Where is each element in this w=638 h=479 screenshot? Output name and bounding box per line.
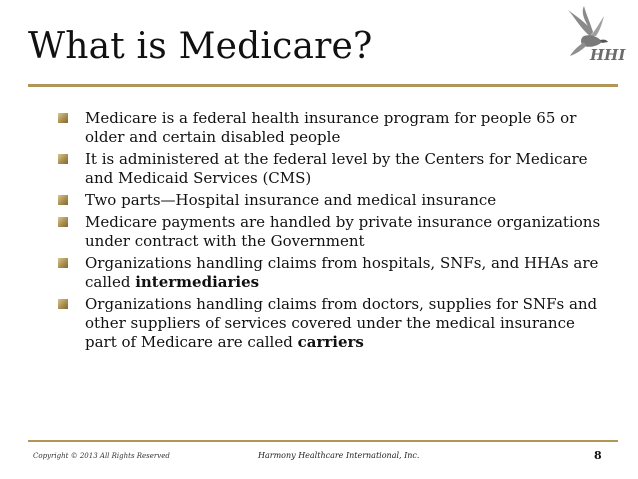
bullet-text: Medicare payments are handled by private insurance organizations under contract with the Government	[85, 213, 601, 250]
bullet-item	[58, 295, 604, 352]
bullet-bold-term: carriers	[297, 333, 364, 351]
bullet-item	[58, 213, 604, 251]
footer-company: Harmony Healthcare International, Inc.	[258, 451, 420, 460]
page-number: 8	[594, 449, 602, 462]
bullet-item	[58, 254, 604, 292]
square-bullet-icon	[58, 299, 68, 309]
slide-title: What is Medicare?	[28, 26, 373, 67]
bullet-text: Medicare is a federal health insurance program for people 65 or older and certain disabled people	[85, 109, 577, 146]
bullet-list	[58, 109, 604, 355]
bullet-item	[58, 150, 604, 188]
bullet-text: Two parts—Hospital insurance and medical insurance	[85, 191, 497, 209]
title-divider	[28, 84, 618, 87]
bullet-text: Organizations handling claims from doctors, supplies for SNFs and other suppliers of services covered under the medical insurance part of Medicare are called	[85, 295, 598, 351]
square-bullet-icon	[58, 113, 68, 123]
bullet-text: It is administered at the federal level by the Centers for Medicare and Medicaid Services (CMS)	[85, 150, 588, 187]
bullet-item	[58, 109, 604, 147]
square-bullet-icon	[58, 217, 68, 227]
bullet-item	[58, 191, 604, 210]
bullet-bold-term: intermediaries	[135, 273, 260, 291]
footer-divider	[28, 440, 618, 442]
square-bullet-icon	[58, 195, 68, 205]
logo-text: HHI	[590, 46, 626, 64]
footer-copyright: Copyright © 2013 All Rights Reserved	[33, 452, 170, 460]
dove-logo-icon	[560, 6, 626, 70]
square-bullet-icon	[58, 154, 68, 164]
square-bullet-icon	[58, 258, 68, 268]
bullet-text: Organizations handling claims from hospitals, SNFs, and HHAs are called	[85, 254, 599, 291]
